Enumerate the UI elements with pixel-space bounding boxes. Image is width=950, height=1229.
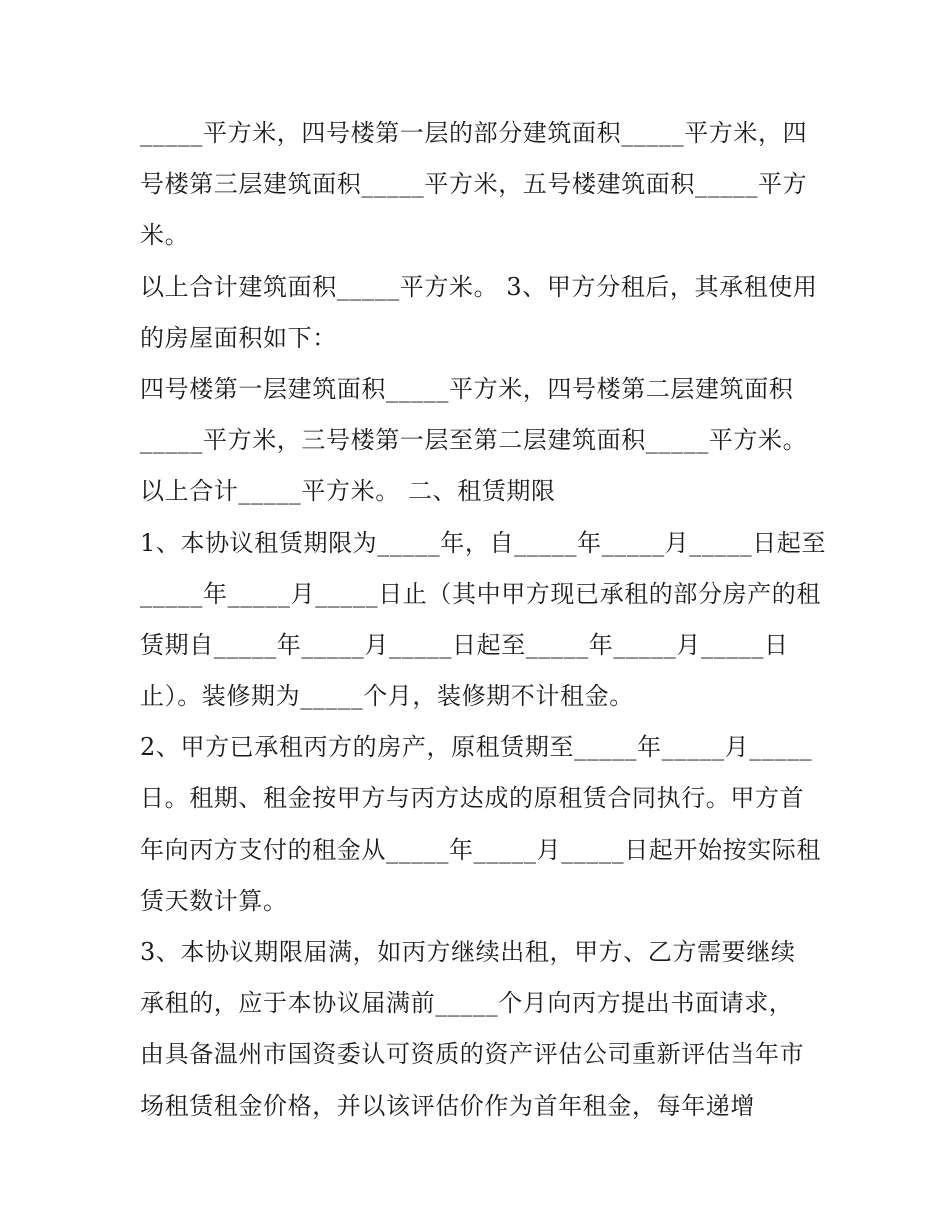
text-line-7: _____平方米，三号楼第一层至第二层建筑面积_____平方米。 <box>140 426 808 455</box>
text-line-11: 赁期自_____年_____月_____日起至_____年_____月_____日 <box>140 630 789 659</box>
text-line-10: _____年_____月_____日止（其中甲方现已承租的部分房产的租 <box>140 579 821 608</box>
text-line-4: 以上合计建筑面积_____平方米。 3、甲方分租后，其承租使用 <box>140 272 818 301</box>
text-line-20: 场租赁租金价格，并以该评估价作为首年租金，每年递增 <box>140 1091 755 1120</box>
text-line-18: 承租的，应于本协议届满前_____个月向丙方提出书面请求， <box>140 989 794 1018</box>
text-line-1: _____平方米，四号楼第一层的部分建筑面积_____平方米，四 <box>140 119 808 147</box>
body-text <box>140 108 827 1132</box>
text-line-17: 3、本协议期限届满，如丙方继续出租，甲方、乙方需要继续 <box>140 938 796 966</box>
text-line-5: 的房屋面积如下： <box>140 323 337 352</box>
text-line-14: 日。租期、租金按甲方与丙方达成的原租赁合同执行。甲方首 <box>140 784 805 813</box>
text-line-19: 由具备温州市国资委认可资质的资产评估公司重新评估当年市 <box>140 1040 805 1069</box>
text-line-9: 1、本协议租赁期限为_____年，自_____年_____月_____日起至 <box>140 528 827 557</box>
text-line-12: 止）。装修期为_____个月，装修期不计租金。 <box>140 682 634 711</box>
text-line-15: 年向丙方支付的租金从_____年_____月_____日起开始按实际租 <box>140 835 821 864</box>
text-line-3: 米。 <box>140 221 190 250</box>
text-line-2: 号楼第三层建筑面积_____平方米，五号楼建筑面积_____平方 <box>140 170 808 199</box>
text-line-16: 赁天数计算。 <box>140 886 288 915</box>
text-line-6: 四号楼第一层建筑面积_____平方米，四号楼第二层建筑面积 <box>140 374 794 403</box>
text-line-8: 以上合计_____平方米。 二、租赁期限 <box>140 477 556 506</box>
text-line-13: 2、甲方已承租丙方的房产，原租赁期至_____年_____月_____ <box>140 733 813 762</box>
